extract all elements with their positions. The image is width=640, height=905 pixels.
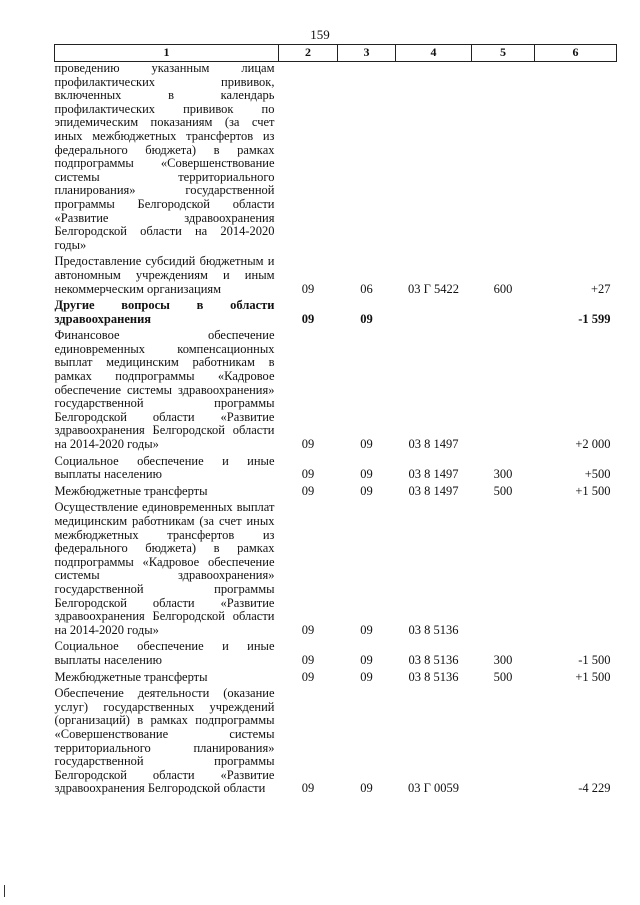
- row-subsection-code: 09: [360, 622, 373, 637]
- budget-table: [54, 44, 617, 796]
- row-section-code: 09: [301, 652, 315, 667]
- row-target-article-code: 03 8 5136: [408, 622, 459, 637]
- row-amount: +1 500: [575, 483, 611, 498]
- row-description: Социальное обеспечение и иные выплаты населению: [54, 639, 275, 667]
- row-target-article-code: 03 8 1497: [408, 483, 459, 498]
- row-subsection-code: 09: [360, 311, 373, 326]
- row-description: Предоставление субсидий бюджетным и автономным учреждениям и иным некоммерческим организациям: [54, 254, 275, 296]
- row-subsection-code: 09: [360, 669, 373, 684]
- row-target-article-code: [396, 296, 472, 326]
- table-row: [55, 252, 617, 296]
- table-row: [55, 62, 617, 253]
- row-amount: [535, 62, 617, 253]
- table-row: [55, 684, 617, 796]
- column-header: 3: [338, 45, 396, 62]
- table-row: [55, 498, 617, 637]
- row-subsection-code: 09: [360, 483, 373, 498]
- row-description: Межбюджетные трансферты: [54, 669, 208, 684]
- row-section-code: 09: [301, 311, 315, 326]
- row-target-article-code: [396, 62, 472, 253]
- row-amount: +1 500: [575, 669, 611, 684]
- column-header: 6: [535, 45, 617, 62]
- table-row: [55, 452, 617, 482]
- row-subsection-code: 09: [360, 781, 373, 796]
- row-amount: -4 229: [578, 781, 611, 796]
- row-amount: +27: [590, 281, 611, 296]
- row-amount: -1 599: [578, 311, 611, 326]
- row-description: Финансовое обеспечение единовременных компенсационных выплат медицинским работникам в рамках подпрограммы «Кадровое обеспечение системы здравоохранения» государственной программы Белгородской области «Развитие здравоохранения Белгородской области на 2014-2020 годы»: [54, 328, 275, 452]
- row-target-article-code: 03 8 1497: [408, 437, 459, 452]
- row-description: Межбюджетные трансферты: [54, 483, 208, 498]
- row-section-code: 09: [301, 669, 315, 684]
- row-target-article-code: 03 8 1497: [408, 467, 459, 482]
- row-description: Социальное обеспечение и иные выплаты населению: [54, 453, 275, 482]
- row-amount: [535, 498, 617, 637]
- column-header: 1: [55, 45, 279, 62]
- row-expense-type-code: [472, 498, 535, 637]
- row-subsection-code: [338, 62, 396, 253]
- page-number: 159: [310, 27, 330, 42]
- column-header: 2: [279, 45, 338, 62]
- row-section-code: 09: [301, 281, 315, 296]
- row-expense-type-code: 600: [493, 281, 513, 296]
- row-section-code: 09: [301, 437, 315, 452]
- table-row: [55, 482, 617, 499]
- row-expense-type-code: 300: [493, 467, 513, 482]
- row-subsection-code: 06: [360, 281, 373, 296]
- row-subsection-code: 09: [360, 467, 373, 482]
- row-expense-type-code: 500: [493, 483, 513, 498]
- scan-edge-mark: [4, 885, 5, 897]
- table-row: [55, 637, 617, 667]
- table-row: [55, 296, 617, 326]
- row-description: проведению указанным лицам профилактических прививок, включенных в календарь профилактических прививок по эпидемическим показаниям (за счет иных межбюджетных трансфертов из федерального бюджета) в рамках подпрограммы «Совершенствование системы территориального планирования» государственной программы Белгородской области «Развитие здравоохранения Белгородской области на 2014-2020 годы»: [54, 61, 275, 252]
- row-section-code: 09: [301, 622, 315, 637]
- row-expense-type-code: 500: [493, 669, 513, 684]
- column-header: 5: [472, 45, 535, 62]
- row-amount: +500: [584, 467, 611, 482]
- row-section-code: 09: [301, 467, 315, 482]
- row-section-code: 09: [301, 781, 315, 796]
- row-expense-type-code: 300: [493, 652, 513, 667]
- row-expense-type-code: [472, 326, 535, 451]
- row-description: Осуществление единовременных выплат медицинским работникам (за счет иных межбюджетных трансфертов из федерального бюджета) в рамках подпрограммы «Кадровое обеспечение системы здравоохранения» государственной программы Белгородской области «Развитие здравоохранения Белгородской области на 2014-2020 годы»: [54, 500, 275, 637]
- row-target-article-code: 03 8 5136: [408, 652, 459, 667]
- table-row: [55, 668, 617, 685]
- row-target-article-code: 03 8 5136: [408, 669, 459, 684]
- row-expense-type-code: [472, 296, 535, 326]
- row-expense-type-code: [472, 684, 535, 796]
- table-body: [55, 62, 617, 796]
- table-row: [55, 326, 617, 451]
- column-header: 4: [396, 45, 472, 62]
- row-subsection-code: 09: [360, 652, 373, 667]
- row-description: Обеспечение деятельности (оказание услуг) государственных учреждений (организаций) в рамках подпрограммы «Совершенствование системы территориального планирования» государственной программы Белгородской области «Развитие здравоохранения Белгородской области: [54, 686, 275, 796]
- row-section-code: 09: [301, 483, 315, 498]
- row-section-code: [279, 62, 338, 253]
- row-subsection-code: 09: [360, 437, 373, 452]
- row-target-article-code: 03 Г 0059: [408, 781, 459, 796]
- row-expense-type-code: [472, 62, 535, 253]
- row-amount: -1 500: [578, 652, 611, 667]
- row-target-article-code: 03 Г 5422: [408, 281, 459, 296]
- table-header-row: [55, 45, 617, 62]
- row-amount: +2 000: [575, 437, 611, 452]
- row-description: Другие вопросы в области здравоохранения: [54, 298, 275, 326]
